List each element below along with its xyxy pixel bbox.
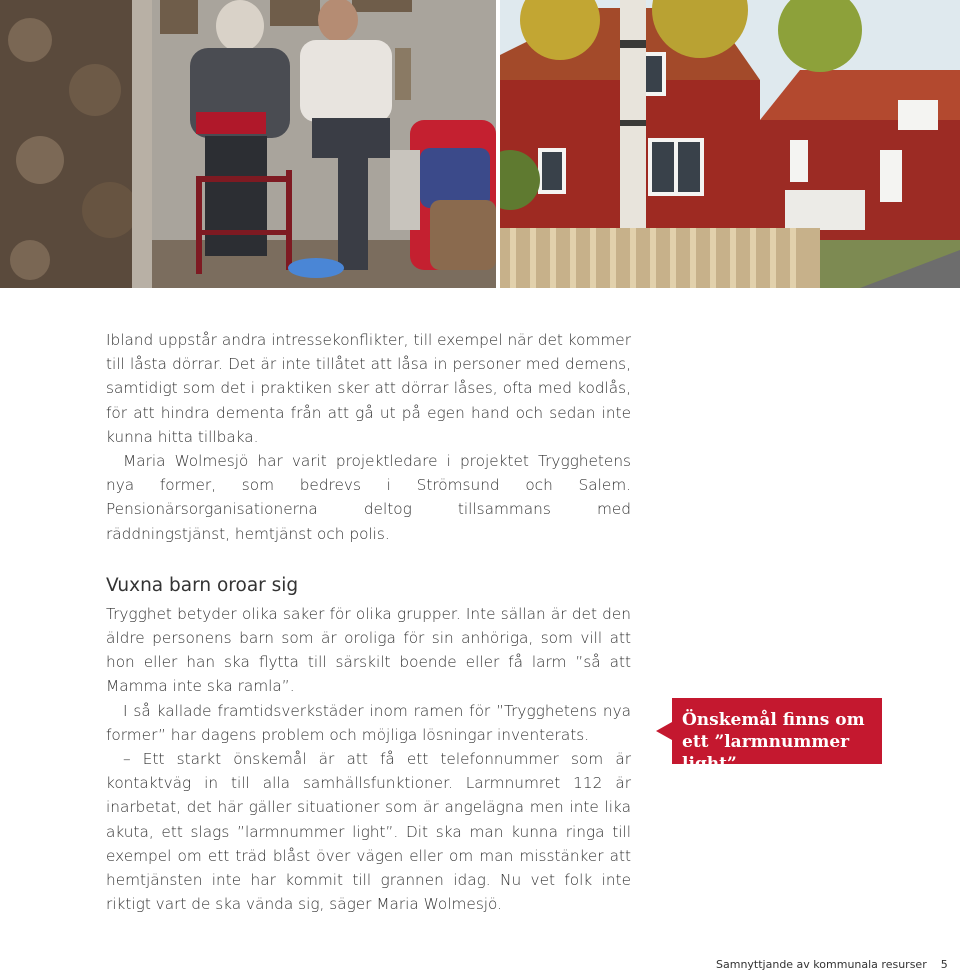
page-number: 5	[940, 958, 948, 971]
page-footer	[716, 958, 948, 971]
elderly-care-photo	[0, 0, 496, 288]
pull-quote-text: Önskemål finns om ett ”larmnummer light”	[682, 710, 865, 774]
article-paragraph: – Ett starkt önskemål är att få ett telefonnummer som är kontaktväg in till alla samhällsfunktioner. Larmnumret 112 är inarbetat, det här gäller situationer som är angelägna men inte lika akuta, ett slags ”larmnummer light”. Dit ska man kunna ringa till exempel om ett träd blåst över vägen eller om man misstänker att hemtjänsten inte har kommit till grannen idag. Nu vet folk inte riktigt vart de ska vända sig, säger Maria Wolmesjö.	[106, 750, 631, 914]
article-paragraph: Trygghet betyder olika saker för olika grupper. Inte sällan är det den äldre personens barn som är oroliga för sin anhöriga, som vill att hon eller han ska flytta till särskilt boende eller få larm ”så att Mamma inte ska ramla”.	[106, 604, 631, 696]
article-body	[106, 328, 631, 916]
article-paragraph: Ibland uppstår andra intressekonflikter, till exempel när det kommer till låsta dörrar. Det är inte tillåtet att låsa in personer med demens, samtidigt som det i praktiken sker att dörrar låses, ofta med kodlås, för att hindra dementa från att gå ut på egen hand och sedan inte kunna hitta tillbaka.	[106, 331, 631, 446]
callout-pointer	[656, 722, 672, 740]
pull-quote-callout	[672, 698, 882, 774]
footer-title: Samnyttjande av kommunala resurser	[716, 958, 927, 971]
red-house-photo	[500, 0, 960, 288]
article-paragraph: Maria Wolmesjö har varit projektledare i projektet Trygghetens nya former, som bedrevs i Strömsund och Salem. Pensionärsorganisationerna deltog tillsammans med räddningstjänst, hemtjänst och polis.	[106, 452, 631, 543]
header-photos	[0, 0, 960, 288]
section-heading: Vuxna barn oroar sig	[106, 574, 299, 596]
article-paragraph: I så kallade framtidsverkstäder inom ramen för ”Trygghetens nya former” har dagens problem och möjliga lösningar inventerats.	[106, 701, 631, 744]
